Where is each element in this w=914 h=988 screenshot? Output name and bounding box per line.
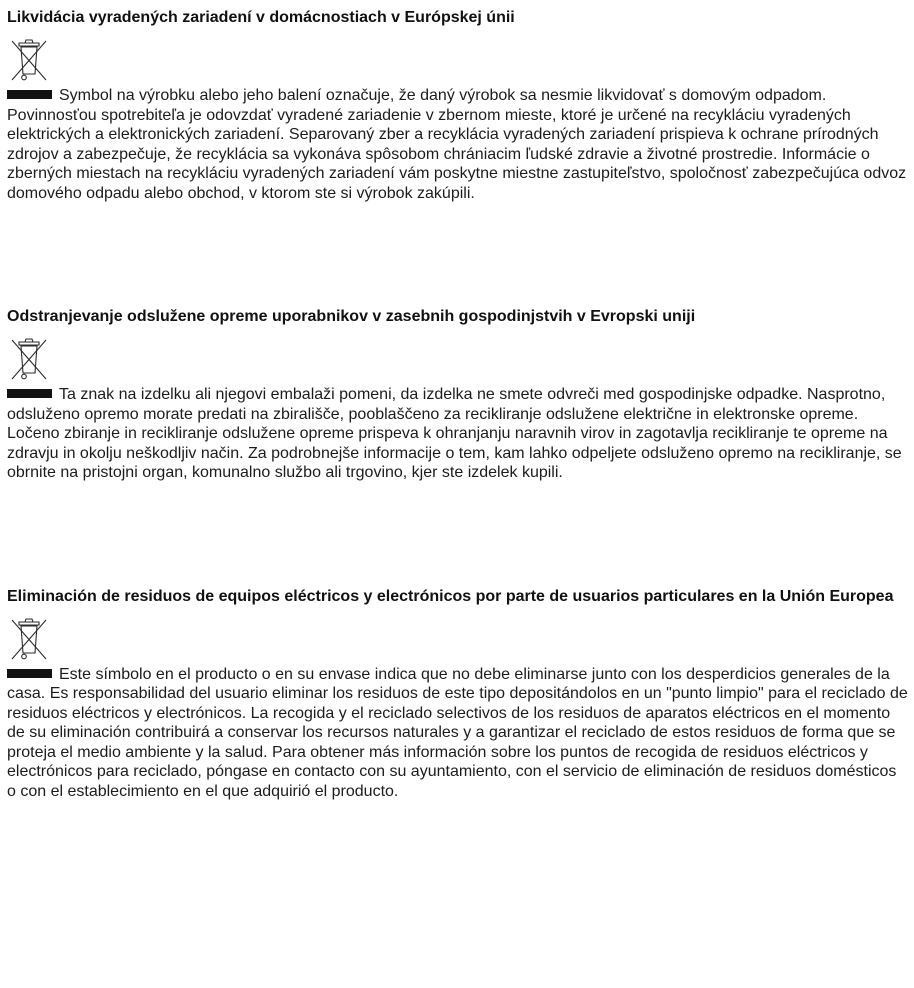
section-heading: Likvidácia vyradených zariadení v domácnostiach v Európskej únii	[7, 9, 515, 26]
section-heading: Eliminación de residuos de equipos eléctricos y electrónicos por parte de usuarios particulares en la Unión Europea	[7, 587, 894, 605]
weee-black-bar-icon	[7, 669, 52, 678]
section-body	[7, 665, 908, 802]
weee-crossed-out-bin-icon	[9, 337, 49, 383]
notice-section-slovak	[7, 8, 908, 203]
section-body-text: Ta znak na izdelku ali njegovi embalaži pomeni, da izdelka ne smete odvreči med gospodinjske odpadke. Nasprotno, odsluženo opremo morate predati na zbirališče, pooblaščeno za recikliranje odslužene električne in elektronske opreme. Ločeno zbiranje in recikliranje odslužene opreme prispeva k ohranjanju naravnih virov in zagotavlja recikliranje te opreme na zdravju in okolju neškodljiv način. Za podrobnejše informacije o tem, kam lahko odpeljete odsluženo opremo na recikliranje, se obrnite na pristojni organ, komunalno službo ali trgovino, kjer ste izdelek kupili.	[7, 386, 902, 481]
weee-black-bar-icon	[7, 90, 52, 99]
section-heading: Odstranjevanje odslužene opreme uporabnikov v zasebnih gospodinjstvih v Evropski uniji	[7, 308, 696, 325]
notice-section-spanish	[7, 587, 908, 802]
section-body-text: Symbol na výrobku alebo jeho balení označuje, že daný výrobok sa nesmie likvidovať s domovým odpadom. Povinnosťou spotrebiteľa je odovzdať vyradené zariadenie v zbernom mieste, ktoré je určené na recykláciu vyradených elektrických a elektronických zariadení. Separovaný zber a recyklácia vyradených zariadení prispieva k ochrane prírodných zdrojov a zabezpečuje, že recyklácia sa vykonáva spôsobom chrániacim ľudské zdravie a životné prostredie. Informácie o zberných miestach na recykláciu vyradených zariadení vám poskytne miestne zastupiteľstvo, spoločnosť zabezpečujúca odvoz domového odpadu alebo obchod, v ktorom ste si výrobok zakúpili.	[7, 87, 907, 202]
weee-black-bar-icon	[7, 389, 52, 398]
weee-crossed-out-bin-icon	[9, 617, 49, 663]
weee-crossed-out-bin-icon	[9, 38, 49, 84]
section-body	[7, 86, 908, 203]
notice-section-slovenian	[7, 307, 908, 483]
section-body	[7, 385, 908, 483]
section-body-text: Este símbolo en el producto o en su envase indica que no debe eliminarse junto con los desperdicios generales de la casa. Es responsabilidad del usuario eliminar los residuos de este tipo depositándolos en un "punto limpio" para el reciclado de residuos eléctricos y electrónicos. La recogida y el reciclado selectivos de los residuos de aparatos eléctricos en el momento de su eliminación contribuirá a conservar los recursos naturales y a garantizar el reciclado de estos residuos de forma que se proteja el medio ambiente y la salud. Para obtener más información sobre los puntos de recogida de residuos eléctricos y electrónicos para reciclado, póngase en contacto con su ayuntamiento, con el servicio de eliminación de residuos domésticos o con el establecimiento en el que adquirió el producto.	[7, 665, 908, 800]
